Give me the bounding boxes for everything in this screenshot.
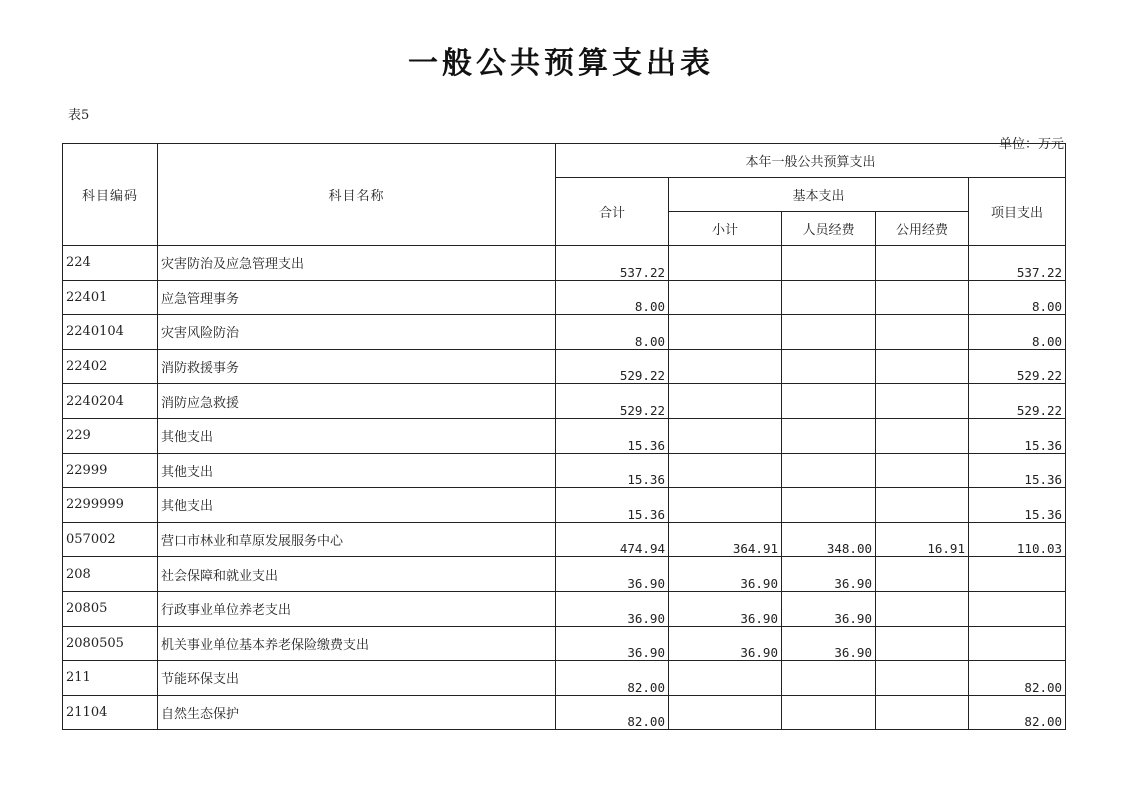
row-personnel: [782, 488, 876, 523]
row-name: 自然生态保护: [158, 695, 556, 730]
row-name: 消防救援事务: [158, 349, 556, 384]
row-total: 36.90: [556, 557, 669, 592]
row-subtotal: 364.91: [669, 522, 782, 557]
row-public: 16.91: [876, 522, 969, 557]
row-public: [876, 418, 969, 453]
table-row: [63, 453, 1066, 488]
row-public: [876, 626, 969, 661]
row-public: [876, 557, 969, 592]
row-project: 8.00: [969, 280, 1066, 315]
row-public: [876, 591, 969, 626]
table-row: [63, 695, 1066, 730]
row-code: 2080505: [63, 626, 158, 661]
row-subtotal: [669, 453, 782, 488]
row-public: [876, 349, 969, 384]
page-title: 一般公共预算支出表: [408, 46, 714, 81]
budget-table: [62, 143, 1066, 730]
header-personnel: 人员经费: [782, 212, 876, 246]
row-project: 15.36: [969, 418, 1066, 453]
row-total: 15.36: [556, 453, 669, 488]
row-name: 机关事业单位基本养老保险缴费支出: [158, 626, 556, 661]
row-subtotal: 36.90: [669, 557, 782, 592]
table-row: [63, 488, 1066, 523]
table-row: [63, 522, 1066, 557]
row-personnel: [782, 661, 876, 696]
row-subtotal: 36.90: [669, 626, 782, 661]
header-basic: 基本支出: [669, 178, 969, 212]
row-name: 灾害防治及应急管理支出: [158, 246, 556, 281]
row-total: 537.22: [556, 246, 669, 281]
row-total: 529.22: [556, 349, 669, 384]
row-name: 行政事业单位养老支出: [158, 591, 556, 626]
table-row: [63, 315, 1066, 350]
row-code: 2299999: [63, 488, 158, 523]
table-row: [63, 661, 1066, 696]
row-personnel: 36.90: [782, 591, 876, 626]
row-personnel: [782, 315, 876, 350]
row-public: [876, 695, 969, 730]
row-subtotal: [669, 280, 782, 315]
row-personnel: [782, 418, 876, 453]
header-public: 公用经费: [876, 212, 969, 246]
table-body: [63, 246, 1066, 730]
row-subtotal: [669, 418, 782, 453]
row-personnel: 348.00: [782, 522, 876, 557]
table-row: [63, 591, 1066, 626]
row-personnel: [782, 349, 876, 384]
table-number: 表5: [68, 108, 90, 123]
row-name: 其他支出: [158, 418, 556, 453]
row-personnel: [782, 384, 876, 419]
row-public: [876, 488, 969, 523]
table-row: [63, 349, 1066, 384]
row-total: 36.90: [556, 626, 669, 661]
table-row: [63, 384, 1066, 419]
row-personnel: [782, 695, 876, 730]
row-project: 82.00: [969, 661, 1066, 696]
row-project: 537.22: [969, 246, 1066, 281]
row-code: 22401: [63, 280, 158, 315]
row-subtotal: [669, 246, 782, 281]
row-public: [876, 453, 969, 488]
row-total: 529.22: [556, 384, 669, 419]
row-public: [876, 661, 969, 696]
row-personnel: [782, 453, 876, 488]
row-name: 灾害风险防治: [158, 315, 556, 350]
row-name: 社会保障和就业支出: [158, 557, 556, 592]
row-name: 其他支出: [158, 453, 556, 488]
row-total: 36.90: [556, 591, 669, 626]
row-total: 15.36: [556, 488, 669, 523]
row-code: 229: [63, 418, 158, 453]
row-personnel: [782, 246, 876, 281]
header-name: 科目名称: [158, 144, 556, 246]
row-name: 节能环保支出: [158, 661, 556, 696]
row-subtotal: [669, 315, 782, 350]
table-row: [63, 557, 1066, 592]
row-personnel: [782, 280, 876, 315]
row-code: 211: [63, 661, 158, 696]
row-name: 消防应急救援: [158, 384, 556, 419]
row-code: 21104: [63, 695, 158, 730]
table-row: [63, 280, 1066, 315]
row-code: 208: [63, 557, 158, 592]
row-code: 20805: [63, 591, 158, 626]
row-total: 82.00: [556, 695, 669, 730]
row-name: 其他支出: [158, 488, 556, 523]
row-public: [876, 384, 969, 419]
row-name: 营口市林业和草原发展服务中心: [158, 522, 556, 557]
header-group: 本年一般公共预算支出: [556, 144, 1066, 178]
row-public: [876, 280, 969, 315]
row-code: 22402: [63, 349, 158, 384]
row-personnel: 36.90: [782, 626, 876, 661]
row-personnel: 36.90: [782, 557, 876, 592]
row-total: 8.00: [556, 315, 669, 350]
row-project: [969, 557, 1066, 592]
row-public: [876, 246, 969, 281]
header-total: 合计: [556, 178, 669, 246]
row-subtotal: [669, 488, 782, 523]
table-header: [63, 144, 1066, 246]
header-subtotal: 小计: [669, 212, 782, 246]
row-project: [969, 626, 1066, 661]
row-code: 2240104: [63, 315, 158, 350]
row-subtotal: 36.90: [669, 591, 782, 626]
row-code: 057002: [63, 522, 158, 557]
unit-label: 单位：万元: [998, 137, 1064, 152]
row-project: 529.22: [969, 349, 1066, 384]
table-row: [63, 246, 1066, 281]
row-subtotal: [669, 661, 782, 696]
row-subtotal: [669, 384, 782, 419]
row-total: 15.36: [556, 418, 669, 453]
row-project: 8.00: [969, 315, 1066, 350]
row-subtotal: [669, 695, 782, 730]
header-code: 科目编码: [63, 144, 158, 246]
row-code: 224: [63, 246, 158, 281]
table-row: [63, 418, 1066, 453]
row-code: 22999: [63, 453, 158, 488]
row-project: 15.36: [969, 453, 1066, 488]
row-project: [969, 591, 1066, 626]
row-project: 15.36: [969, 488, 1066, 523]
row-name: 应急管理事务: [158, 280, 556, 315]
row-total: 474.94: [556, 522, 669, 557]
row-project: 110.03: [969, 522, 1066, 557]
row-total: 82.00: [556, 661, 669, 696]
table-row: [63, 626, 1066, 661]
row-project: 529.22: [969, 384, 1066, 419]
header-project: 项目支出: [969, 178, 1066, 246]
row-code: 2240204: [63, 384, 158, 419]
row-total: 8.00: [556, 280, 669, 315]
row-project: 82.00: [969, 695, 1066, 730]
row-public: [876, 315, 969, 350]
row-subtotal: [669, 349, 782, 384]
